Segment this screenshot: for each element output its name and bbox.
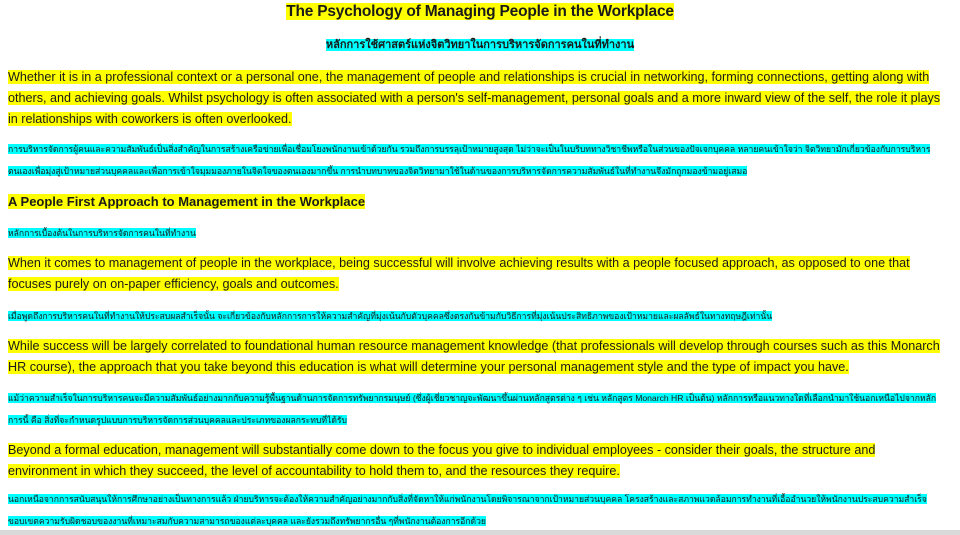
intro-en-text: Whether it is in a professional context or a personal one, the management of people and relationships is crucial in networking, forming connections, getting along with others, and achieving goals. Whilst psychology is often associated with a person's self-management, personal goals and a more inward view of the self, the role it plays in relationships with coworkers is often overlooked. — [8, 70, 941, 126]
p4-en-text: Beyond a formal education, management will substantially come down to the focus you give to individual employees - consider their goals, the structure and environment in which they succeed, the level of accountability to hold them to, and the resources they require. — [8, 443, 876, 478]
section-heading-th — [8, 222, 948, 244]
intro-paragraph-th — [8, 138, 948, 182]
paragraph-3-th — [8, 387, 948, 431]
section-heading-text: A People First Approach to Management in the Workplace — [8, 194, 366, 209]
bottom-scroll-edge — [0, 530, 960, 535]
section-heading — [8, 191, 365, 212]
section-heading-th-text: หลักการเบื้องต้นในการบริหารจัดการคนในที่ทำงาน — [8, 228, 196, 238]
paragraph-3-en — [8, 336, 948, 378]
title-text: The Psychology of Managing People in the Workplace — [286, 3, 674, 20]
intro-paragraph-en — [8, 67, 948, 130]
p2-en-text: When it comes to management of people in the workplace, being successful will involve achieving results with a people focused approach, as opposed to one that focuses purely on on-paper efficiency, goals and outcomes. — [8, 256, 910, 291]
intro-th-text: การบริหารจัดการผู้คนและความสัมพันธ์เป็นสิ่งสำคัญในการสร้างเครือข่ายเพื่อเชื่อมโยงพนักงานเข้าด้วยกัน รวมถึงการบรรลุเป้าหมายสูงสุด ไม่ว่าจะเป็นในบริบททางวิชาชีพหรือในส่วนของปัจเจกบุคคล หลายคนเข้าใจว่า จิตวิทยามักเกี่ยวข้องกับการบริหารตนเองเพื่อมุ่งสู่เป้าหมายส่วนบุคคลและเพื่อการเข้าใจมุมมองภายในจิตใจของตนเองมากขึ้น การนำบทบาทของจิตวิทยามาใช้ในด้านของการบริหารจัดการความสัมพันธ์ในที่ทำงานจึงมักถูกมองข้ามอยู่เสมอ — [8, 144, 931, 176]
p3-en-text: While success will be largely correlated to foundational human resource management knowledge (that professionals will develop through courses such as this Monarch HR course), the approach that you take beyond this education is what will determine your personal management style and the type of impact you have. — [8, 339, 940, 374]
p2-th-text: เมื่อพูดถึงการบริหารคนในที่ทำงานให้ประสบผลสำเร็จนั้น จะเกี่ยวข้องกับหลักการการให้ความสำคัญที่มุ่งเน้นกับตัวบุคคลซึ่งตรงกันข้ามกับวิธีการที่มุ่งเน้นประสิทธิภาพของเป้าหมายและผลลัพธ์ในทางทฤษฎีเท่านั้น — [8, 311, 773, 321]
p4-th-text: นอกเหนือจากการสนับสนุนให้การศึกษาอย่างเป็นทางการแล้ว ฝ่ายบริหารจะต้องให้ความสำคัญอย่างมากกับสิ่งที่จัดหาให้แก่พนักงานโดยพิจารณาจากเป้าหมายส่วนบุคคล โครงสร้างและสภาพแวดล้อมการทำงานที่เอื้ออำนวยให้พนักงานประสบความสำเร็จ ขอบเขตความรับผิดชอบของงานที่เหมาะสมกับความสามารถของแต่ละบุคคล และยังรวมถึงทรัพยากรอื่น ๆที่พนักงานต้องการอีกด้วย — [8, 494, 927, 526]
paragraph-2-th — [8, 305, 948, 327]
paragraph-4-en — [8, 440, 948, 482]
paragraph-2-en — [8, 253, 948, 295]
paragraph-4-th — [8, 488, 948, 532]
document-title — [0, 2, 960, 22]
p3-th-text: แม้ว่าความสำเร็จในการบริหารคนจะมีความสัมพันธ์อย่างมากกับความรู้พื้นฐานด้านการจัดการทรัพยากรมนุษย์ (ซึ่งผู้เชี่ยวชาญจะพัฒนาขึ้นผ่านหลักสูตรต่าง ๆ เช่น หลักสูตร Monarch HR เป็นต้น) หลักการหรือแนวทางใดที่เลือกนำมาใช้นอกเหนือไปจากหลักการนี้ คือ สิ่งที่จะกำหนดรูปแบบการบริหารจัดการส่วนบุคคลและประเภทของผลกระทบที่ได้รับ — [8, 393, 937, 425]
subtitle-text: หลักการใช้ศาสตร์แห่งจิตวิทยาในการบริหารจัดการคนในที่ทำงาน — [325, 39, 635, 51]
document-subtitle-thai — [0, 37, 960, 54]
